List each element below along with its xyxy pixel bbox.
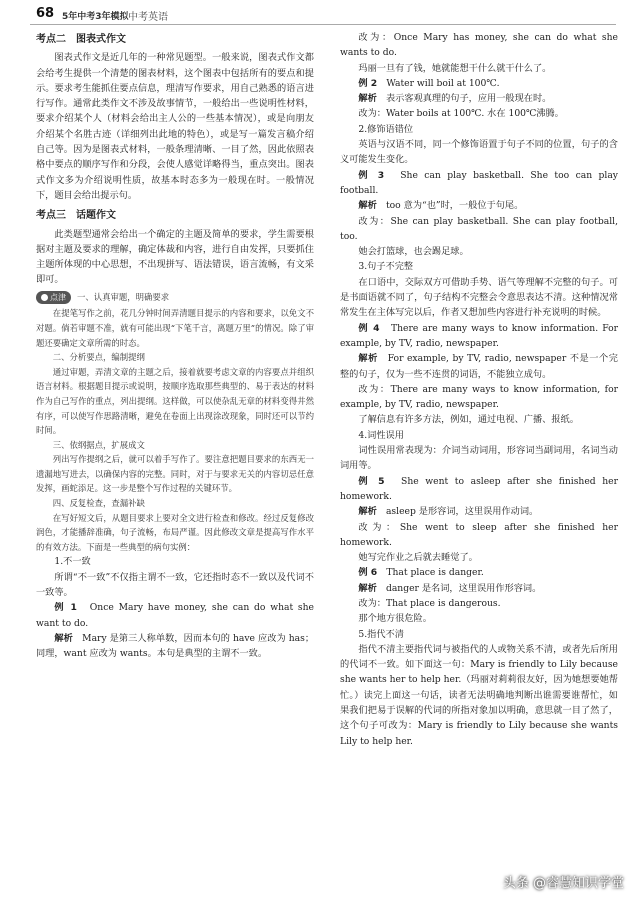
correction: 改为：There are many ways to know information, for example, by TV, radio, newspaper. <box>340 383 618 411</box>
page-number: 68 <box>36 6 55 21</box>
book-subject: 中考英语 <box>128 12 168 23</box>
example: 例 2 Water will boil at 100℃. <box>358 77 500 89</box>
tip-paragraph: 在写好短文后，从题目要求上要对全文进行检查和修改。经过反复修改润色，才能播辞准确，句子流畅，布局严谨。因此修改文章是提高写作水平的有效方法。下面是一些典型的病句实例： <box>36 512 314 552</box>
watermark: 头条 @睿慧知识学堂 <box>502 876 624 891</box>
book-series: 5年中考3年模拟 <box>62 12 129 22</box>
section-title: 考点三 话题作文 <box>36 210 116 222</box>
tip-box <box>36 306 314 554</box>
tip-bar <box>36 290 314 305</box>
translation: 那个地方很危险。 <box>358 613 432 625</box>
tip-heading: 一、认真审题，明确要求 <box>77 291 170 302</box>
correction: 改为：That place is dangerous. <box>358 597 501 609</box>
example: 例 1 Once Mary have money, she can do what she want to do. <box>36 602 314 629</box>
subheading: 4.词性误用 <box>358 429 404 441</box>
translation: 了解信息有许多方法，例如，通过电视、广播、报纸。 <box>358 414 579 426</box>
example: 例 4 There are many ways to know information. For example, by TV, radio, newspaper. <box>340 322 619 349</box>
correction: 改为：She went to sleep after she finished her homework. <box>340 521 618 548</box>
example: 例 6 That place is danger. <box>358 567 484 579</box>
analysis: 解析 Mary 是第三人称单数，因而本句的 have 应改为 has；同理，want 应改为 wants。本句是典型的主谓不一致。 <box>36 632 315 660</box>
left-column <box>36 30 314 662</box>
analysis: 解析 表示客观真理的句子，应用一般现在时。 <box>358 93 552 105</box>
paragraph: 词性误用常表现为：介词当动词用，形容词当副词用，名词当动词用等。 <box>340 445 618 472</box>
tip-paragraph: 在提笔写作之前，花几分钟时间弄清题目提示的内容和要求，以免文不对题。倘若审题不准，就有可能出现“下笔千言，离题万里”的情况。除了审题还要确定文章所需的时态。 <box>36 308 314 348</box>
right-column <box>340 30 618 749</box>
tip-icon: 点津 <box>36 291 71 304</box>
header-rule <box>30 24 616 25</box>
translation: 玛丽一旦有了钱，她就能想干什么就干什么了。 <box>358 62 552 74</box>
paragraph: 在口语中，交际双方可借助手势、语气等理解不完整的句子。可是书面语就不同了，句子结构不完整会令意思表达不清。这种情况常常发生在主体写完以后，作者又想加些内容进行补充说明的时候。 <box>340 276 618 319</box>
analysis: 解析 danger 是名词，这里误用作形容词。 <box>358 582 542 594</box>
subheading: 2.修饰语错位 <box>358 123 414 135</box>
tip-paragraph: 通过审题，弄清文章的主题之后，接着就要考虑文章的内容要点并组织语言材料。根据题目提示或说明，按顺序选取那些典型的、易于表达的材料作为自己写作的重点，列出提纲。这样做，可以使杂乱无章的材料变得井然有序，可以使写作思路清晰，避免在卷面上出现涂改现象，同时还可以节约时间。 <box>36 366 314 436</box>
analysis: 解析 For example, by TV, radio, newspaper 不是一个完整的句子，仅为一些不连贯的词语，不能独立成句。 <box>340 353 618 380</box>
subheading: 5.指代不清 <box>358 628 404 640</box>
translation: 她会打篮球，也会踢足球。 <box>358 246 469 258</box>
correction: 改为：She can play basketball. She can play football, too. <box>340 215 618 242</box>
subheading: 3.句子不完整 <box>358 261 414 273</box>
paragraph: 此类题型通常会给出一个确定的主题及简单的要求，学生需要根据对主题及要求的理解，确定体裁和内容，进行自由发挥，只要抓住主题所体现的中心思想，不出现拼写、语法错误，语言流畅，有文采即可。 <box>36 228 314 286</box>
translation: 她写完作业之后就去睡觉了。 <box>358 552 478 564</box>
paragraph: 所谓“不一致”不仅指主谓不一致，它还指时态不一致以及代词不一致等。 <box>36 571 314 599</box>
analysis: 解析 too 意为“也”时，一般位于句尾。 <box>358 200 524 212</box>
example: 例 3 She can play basketball. She too can play football. <box>340 169 618 196</box>
example: 例 5 She went to asleep after she finished her homework. <box>340 475 618 502</box>
tip-heading: 四、反复检查，查漏补缺 <box>52 498 145 509</box>
page-header <box>0 0 640 28</box>
tip-heading: 三、依纲据点，扩展成文 <box>52 439 145 450</box>
section-title: 考点二 图表式作文 <box>36 34 126 45</box>
correction: 改为：Once Mary has money, she can do what she wants to do. <box>340 32 618 59</box>
tip-paragraph: 列出写作提纲之后，就可以着手写作了。要注意把题目要求的东西无一遗漏地写进去，以确保内容的完整。同时，对于与要求无关的内容切忌任意发挥，画蛇添足。这一步是整个写作过程的关键环节。 <box>36 454 314 494</box>
correction: 改为：Water boils at 100℃. 水在 100℃沸腾。 <box>358 108 564 120</box>
paragraph: 英语与汉语不同，同一个修饰语置于句子不同的位置，句子的含义可能发生变化。 <box>340 139 618 166</box>
tip-heading: 二、分析要点，编制提纲 <box>52 352 145 363</box>
paragraph: 图表式作文是近几年的一种常见题型。一般来说，图表式作文都会给考生提供一个清楚的图表材料，这个图表中包括所有的要点和提示。要求考生能抓住要点信息，理清写作要求，用自己熟悉的语言进行写作。通常此类作文不涉及故事情节，一般给出一些说明性材料，要求介绍某个人（材料会给出主人公的一些基本情况），或是向朋友介绍某个名胜古迹（详细列出此地的特色），或是写一篇发言稿介绍自己等。因为是图表式材料，一般条理清晰、一目了然，因此依照表格中要点的顺序写作和分段，会使人感觉详略得当，重点突出。图表式作文多为介绍说明性质，故基本时态多为一般现在时。一般情况下，题目会给出提示句。 <box>36 52 314 201</box>
subheading: 1.不一致 <box>54 556 91 568</box>
paragraph: 指代不清主要指代词与被指代的人或物关系不清，或者先后所用的代词不一致。如下面这一句：Mary is friendly to Lily because she wants her to help her.（玛丽对莉莉很友好，因为她想要她帮忙。）读完上面这一句话，读者无法明确地判断出谁需要谁帮忙，如果我们把易于误解的代词的所指对象加以明确，意思就一目了然了，这个句子可改为：Mary is friendly to Lily because she wants Lily to help her. <box>340 643 618 747</box>
analysis: 解析 asleep 是形容词，这里误用作动词。 <box>358 506 539 518</box>
